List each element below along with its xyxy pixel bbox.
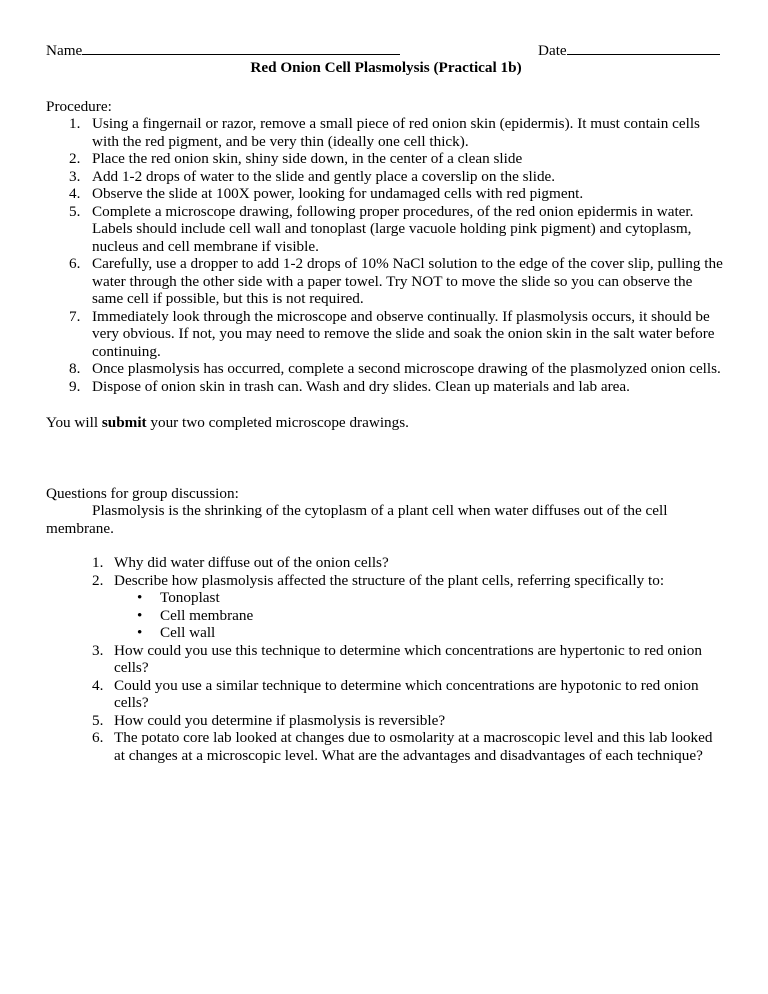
step-number: 8. <box>69 360 81 377</box>
submit-bold-word: submit <box>101 414 147 431</box>
question-list <box>46 554 726 764</box>
step-number: 9. <box>69 377 81 395</box>
procedure-step <box>46 115 726 150</box>
step-number: 6. <box>69 255 81 272</box>
question-item <box>46 554 726 572</box>
page-title: Red Onion Cell Plasmolysis (Practical 1b) <box>250 59 522 76</box>
structure-bullet-list <box>114 589 726 642</box>
question-text: Why did water diffuse out of the onion cells? <box>114 554 389 571</box>
question-number: 1. <box>92 554 104 571</box>
step-number: 5. <box>69 202 81 220</box>
bullet-icon: • <box>137 606 143 624</box>
procedure-step <box>46 360 726 378</box>
bullet-text: Cell membrane <box>160 606 254 624</box>
date-field[interactable] <box>538 40 720 60</box>
procedure-step <box>46 150 726 168</box>
procedure-step <box>46 255 726 308</box>
bullet-item <box>114 624 726 642</box>
question-item <box>46 677 726 712</box>
question-item <box>46 642 726 677</box>
question-number: 4. <box>92 676 104 694</box>
question-item <box>46 729 726 764</box>
step-text: Complete a microscope drawing, following proper procedures, of the red onion epidermis in water. Labels should include cell wall and tonoplast (large vacuole holding pink pigment) and cytoplasm, nucleus and cell membrane if visible. <box>92 202 694 255</box>
bullet-item <box>114 607 726 625</box>
discussion-heading: Questions for group discussion: <box>46 484 239 502</box>
procedure-heading: Procedure: <box>46 97 112 115</box>
step-text: Once plasmolysis has occurred, complete a second microscope drawing of the plasmolyzed onion cells. <box>92 360 721 377</box>
question-item <box>46 712 726 730</box>
bullet-icon: • <box>137 624 143 641</box>
name-field[interactable] <box>46 40 400 60</box>
question-text: How could you use this technique to determine which concentrations are hypertonic to red onion cells? <box>114 641 702 676</box>
question-number: 6. <box>92 729 104 746</box>
bullet-icon: • <box>137 589 143 606</box>
question-text: Describe how plasmolysis affected the structure of the plant cells, referring specifically to: <box>114 571 665 589</box>
step-text: Dispose of onion skin in trash can. Wash and dry slides. Clean up materials and lab area. <box>92 377 630 395</box>
procedure-step <box>46 378 726 396</box>
step-text: Carefully, use a dropper to add 1-2 drops of 10% NaCl solution to the edge of the cover slip, pulling the water through the other side with a paper towel. Try NOT to move the slide so you can observe the same cell if possible, but this is not required. <box>92 255 723 307</box>
procedure-step <box>46 168 726 186</box>
date-label: Date <box>538 42 567 59</box>
procedure-list <box>46 115 726 395</box>
question-text: How could you determine if plasmolysis is reversible? <box>114 711 446 729</box>
discussion-intro: Plasmolysis is the shrinking of the cytoplasm of a plant cell when water diffuses out of the cell membrane. <box>46 502 668 537</box>
step-text: Add 1-2 drops of water to the slide and gently place a coverslip on the slide. <box>92 167 556 185</box>
procedure-step <box>46 203 726 256</box>
bullet-item <box>114 589 726 607</box>
question-number: 2. <box>92 571 104 589</box>
step-number: 3. <box>69 167 81 185</box>
name-label: Name <box>46 42 83 59</box>
step-text: Place the red onion skin, shiny side down, in the center of a clean slide <box>92 150 523 167</box>
question-number: 3. <box>92 641 104 659</box>
submit-text-after: your two completed microscope drawings. <box>146 414 409 431</box>
worksheet-page <box>46 40 726 764</box>
question-text: The potato core lab looked at changes due to osmolarity at a macroscopic level and this lab looked at changes at a microscopic level. What are the advantages and disadvantages of each technique? <box>114 729 713 764</box>
procedure-step <box>46 185 726 203</box>
step-number: 1. <box>69 115 81 132</box>
step-number: 2. <box>69 150 81 167</box>
step-text: Immediately look through the microscope and observe continually. If plasmolysis occurs, it should be very obvious. If not, you may need to remove the slide and soak the onion skin in the salt water before continuing. <box>92 307 715 360</box>
bullet-text: Tonoplast <box>160 589 220 606</box>
bullet-text: Cell wall <box>160 624 216 641</box>
submit-instruction <box>46 414 726 432</box>
step-number: 7. <box>69 307 81 325</box>
step-number: 4. <box>69 185 81 202</box>
procedure-step <box>46 308 726 361</box>
question-item <box>46 572 726 642</box>
step-text: Observe the slide at 100X power, looking for undamaged cells with red pigment. <box>92 185 584 202</box>
name-blank-line[interactable] <box>82 40 400 55</box>
date-blank-line[interactable] <box>567 40 720 55</box>
header-row <box>46 40 726 58</box>
step-text: Using a fingernail or razor, remove a small piece of red onion skin (epidermis). It must contain cells with the red pigment, and be very thin (ideally one cell thick). <box>92 115 700 150</box>
submit-text-before: You will <box>46 414 102 431</box>
question-number: 5. <box>92 711 104 729</box>
question-text: Could you use a similar technique to determine which concentrations are hypotonic to red onion cells? <box>114 676 699 711</box>
